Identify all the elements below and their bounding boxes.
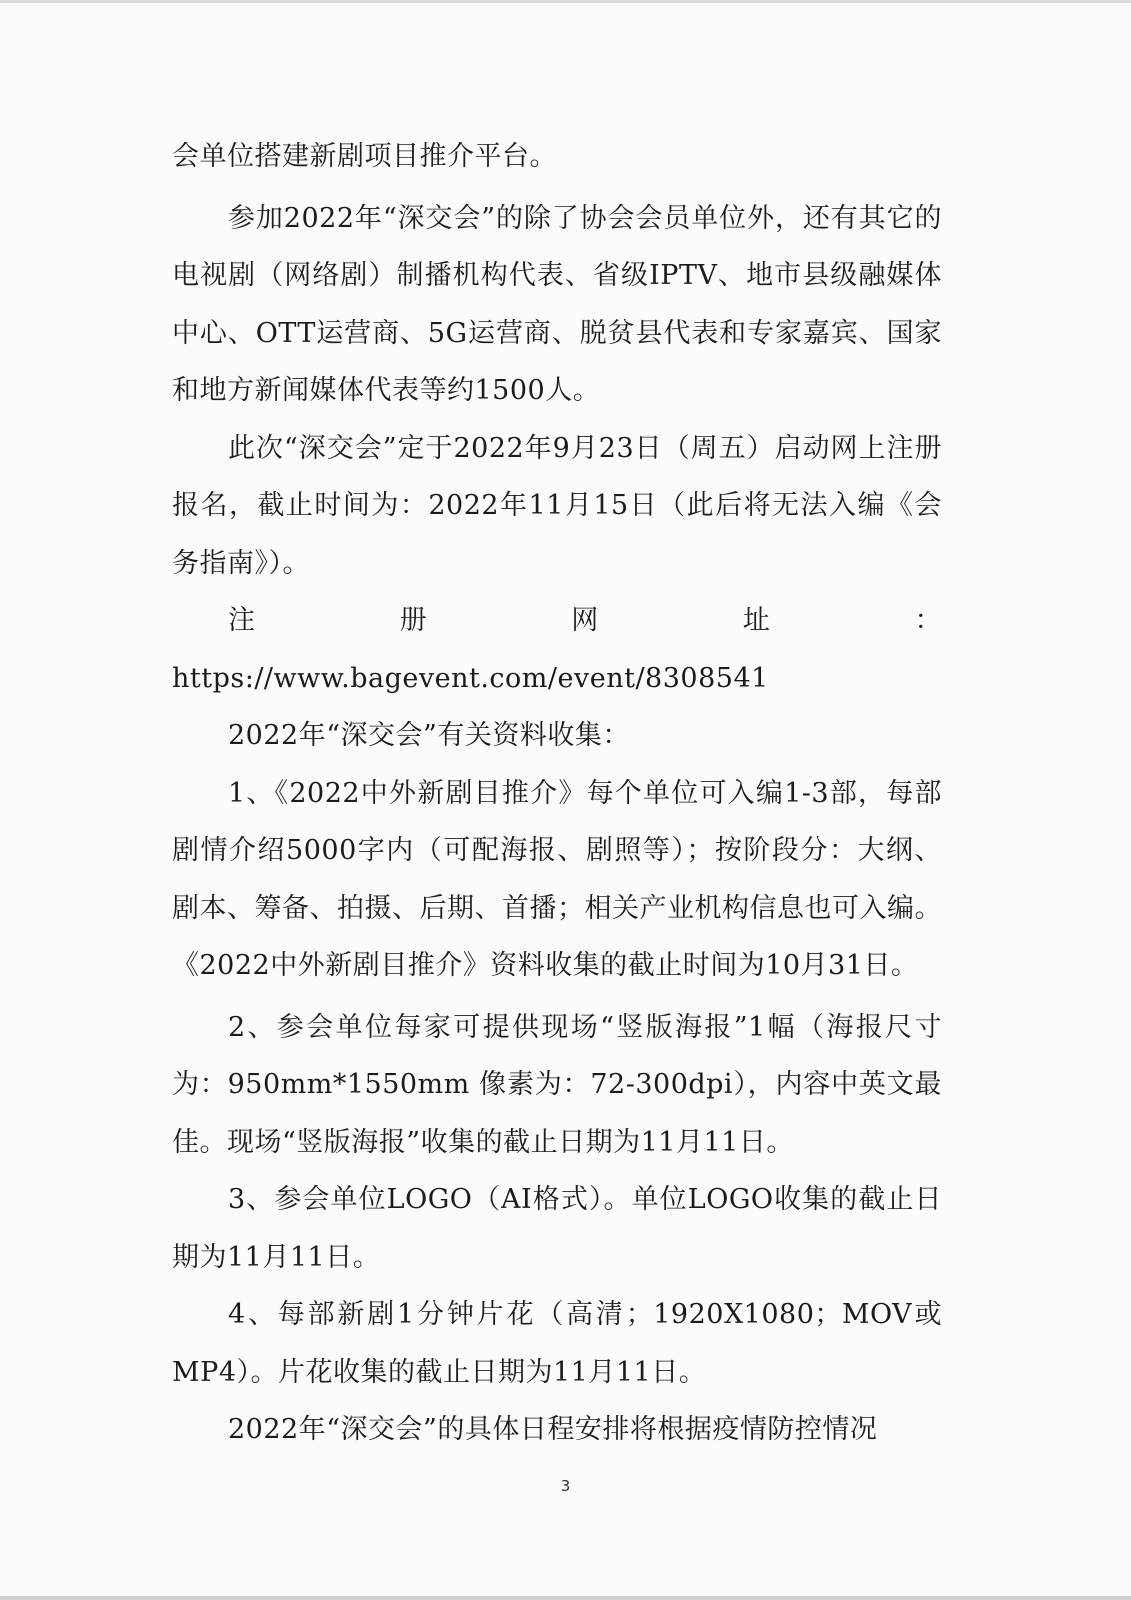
page-number: 3 [560,1477,571,1495]
paragraph-item-1: 1、《2022中外新剧目推介》每个单位可入编1-3部，每部剧情介绍5000字内（可配海报、剧照等）；按阶段分：大纲、剧本、筹备、拍摄、后期、首播；相关产业机构信息也可入编。《2022中外新剧目推介》资料收集的截止时间为10月31日。 [172,777,942,981]
scan-edge-top [0,0,1131,3]
paragraph-attendees: 参加2022年“深交会”的除了协会会员单位外，还有其它的电视剧（网络剧）制播机构代表、省级IPTV、地市县级融媒体中心、OTT运营商、5G运营商、脱贫县代表和专家嘉宾、国家和地方新闻媒体代表等约1500人。 [172,202,942,406]
paragraph-schedule: 2022年“深交会”的具体日程安排将根据疫情防控情况 [228,1414,878,1445]
paragraph-item-2: 2、参会单位每家可提供现场“竖版海报”1幅（海报尺寸为：950mm*1550mm 像素为：72-300dpi），内容中英文最佳。现场“竖版海报”收集的截止日期为11月11日。 [172,1011,942,1158]
scan-edge-bottom [0,1596,1131,1600]
paragraph-item-3: 3、参会单位LOGO（AI格式）。单位LOGO收集的截止日期为11月11日。 [172,1184,942,1273]
paragraph-item-4: 4、每部新剧1分钟片花（高清；1920X1080；MOV或MP4）。片花收集的截止日期为11月11日。 [172,1299,942,1388]
paragraph-registration: 此次“深交会”定于2022年9月23日（周五）启动网上注册报名，截止时间为：2022年11月15日（此后将无法入编《会务指南》）。 [172,432,942,579]
paragraph-materials-heading: 2022年“深交会”有关资料收集： [228,720,630,751]
paragraph-continuation: 会单位搭建新剧项目推介平台。 [172,141,557,172]
document-body [172,128,942,1459]
paragraph-registration-url: 注册网址：https://www.bagevent.com/event/8308541 [172,605,942,694]
